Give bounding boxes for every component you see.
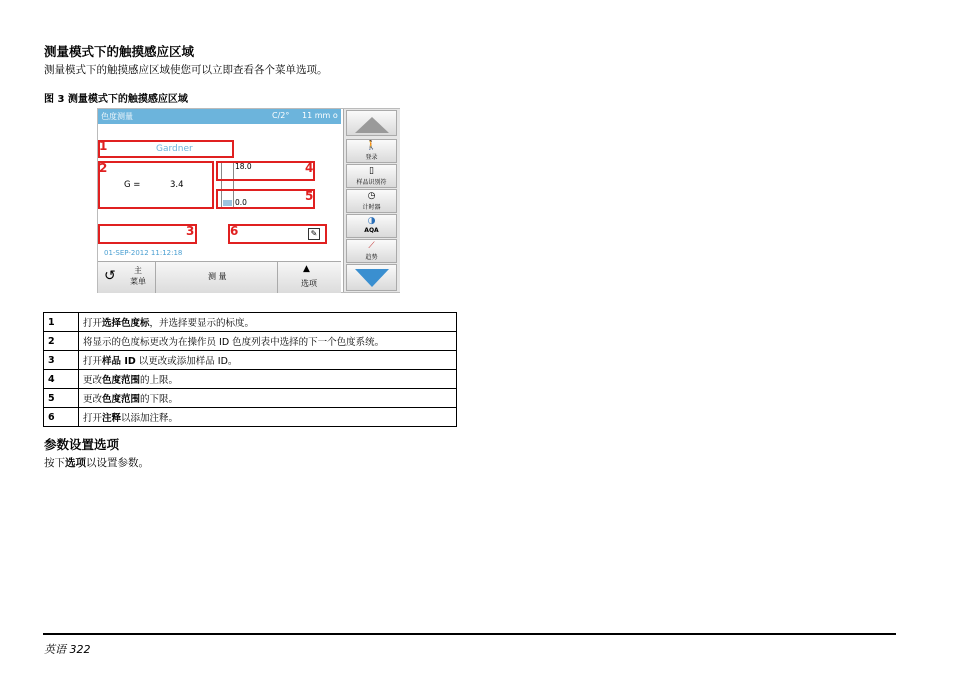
callout-number-5: 5 [305,189,314,203]
screen-title: 色度测量 [101,112,133,121]
legend-description [79,370,457,389]
legend-text-bold: 样品 ID [102,356,136,367]
legend-text-bold: 选择色度标 [102,318,150,329]
cell-unit: 11 mm o [302,111,338,120]
legend-text-pre: 打开 [83,356,103,367]
legend-description [79,408,457,427]
options-instruction-pre: 按下 [44,457,65,469]
callout-number-1: 1 [99,139,108,153]
measure-button[interactable] [156,262,278,293]
timer-icon: ◷ [367,191,376,201]
legend-text-bold: 注释 [102,413,122,424]
legend-text-post: ，并选择要显示的标度。 [149,318,255,329]
date-time-stamp: 01-SEP-2012 11:12:18 [104,249,183,257]
legend-text-bold: 色度范围 [102,375,141,386]
figure-caption: 图 3 测量模式下的触摸感应区域 [44,94,188,105]
page-footer: 英语 322 [44,643,91,656]
sample-id-button[interactable] [346,164,397,188]
callout-box-5[interactable] [216,189,315,209]
pencil-icon[interactable]: ✎ [308,228,320,240]
legend-number: 6 [44,408,79,427]
legend-description [79,332,457,351]
login-icon: 🚶 [365,141,378,151]
aqa-icon: ◑ [367,216,376,226]
legend-text-pre: 更改 [83,375,103,386]
legend-number: 3 [44,351,79,370]
scroll-down-button[interactable] [346,264,397,291]
upper-limit-value: 18.0 [235,162,252,171]
callout-box-4[interactable] [216,161,315,181]
legend-number: 1 [44,313,79,332]
scroll-down-icon [355,269,389,287]
trend-label: 趋势 [365,254,378,261]
scroll-up-button[interactable] [346,110,397,136]
legend-text-post: 的上限。 [140,375,179,386]
legend-text-post: 的下限。 [140,394,179,405]
screen-bottom-bar [98,261,341,293]
main-menu-label-1: 主 [134,266,142,275]
legend-text-bold: 色度范围 [102,394,141,405]
callout-number-4: 4 [305,161,314,175]
trend-button[interactable] [346,239,397,263]
measure-label: 测 量 [208,272,227,281]
legend-text-pre: 打开 [83,318,103,329]
scroll-up-icon [355,117,389,133]
lower-limit-value: 0.0 [235,198,247,207]
sample-id-icon: ▯ [369,166,374,176]
screen-main-area [98,124,341,261]
timer-button[interactable] [346,189,397,213]
reading-label: G = [124,180,141,190]
legend-text-pre: 打开 [83,413,103,424]
legend-number: 2 [44,332,79,351]
callout-box-3[interactable] [98,224,197,244]
aqa-label: AQA [364,227,379,234]
options-label: 选项 [301,279,317,288]
screen-title-bar [98,109,341,124]
aqa-button[interactable] [346,214,397,238]
legend-text-pre: 更改 [83,394,103,405]
login-button[interactable] [346,139,397,163]
login-label: 登录 [365,154,378,161]
legend-row [44,351,457,370]
callout-number-6: 6 [230,224,239,238]
section-heading-touch-areas: 测量模式下的触摸感应区域 [44,44,195,59]
legend-text-pre: 将显示的色度标更改为在操作员 ID 色度列表中选择的下一个色度系统。 [83,337,385,348]
callout-number-2: 2 [99,161,108,175]
legend-text-post: 以添加注释。 [121,413,179,424]
footer-rule [43,633,896,635]
main-menu-button[interactable] [98,262,156,293]
callout-number-3: 3 [186,224,195,238]
legend-row [44,313,457,332]
options-instruction-post: 以设置参数。 [86,457,149,469]
legend-description [79,351,457,370]
legend-row [44,370,457,389]
legend-row [44,408,457,427]
options-instruction-text [44,455,149,470]
legend-description [79,313,457,332]
color-scale-name[interactable]: Gardner [156,144,193,154]
undo-arrow-icon: ↺ [104,268,116,284]
device-screen-figure [97,108,400,293]
callout-legend-table [43,312,457,427]
timer-label: 计时器 [362,204,381,211]
legend-number: 4 [44,370,79,389]
options-instruction-bold: 选项 [65,457,86,469]
legend-row [44,332,457,351]
observer-unit: C/2° [272,111,290,120]
legend-row [44,389,457,408]
main-menu-label-2: 菜单 [130,277,146,286]
screen-side-bar [343,109,400,292]
trend-icon: ⟋ [368,241,375,251]
sample-id-label: 样品识别符 [356,179,387,186]
options-button[interactable] [278,262,341,293]
triangle-up-icon: ▲ [303,264,310,274]
callout-box-2[interactable] [98,161,214,209]
section-intro-text: 测量模式下的触摸感应区域使您可以立即查看各个菜单选项。 [44,64,328,76]
legend-description [79,389,457,408]
section-heading-options: 参数设置选项 [44,437,120,452]
reading-value: 3.4 [170,180,184,190]
legend-text-post: 以更改或添加样品 ID。 [135,356,238,367]
legend-number: 5 [44,389,79,408]
